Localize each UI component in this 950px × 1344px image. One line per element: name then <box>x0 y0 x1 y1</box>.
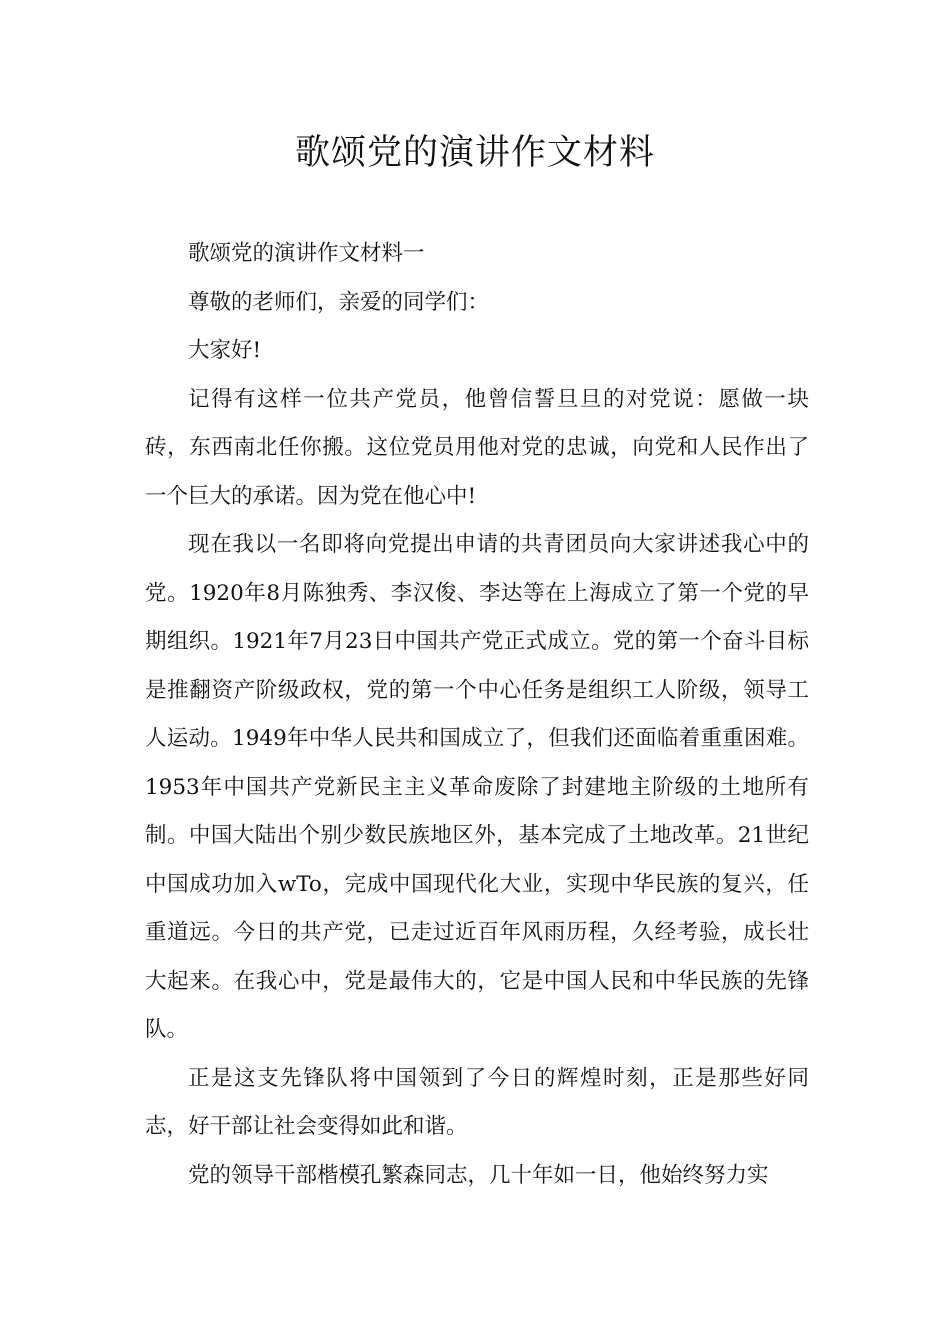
paragraph-body: 记得有这样一位共产党员，他曾信誓旦旦的对党说：愿做一块砖，东西南北任你搬。这位党员用他对党的忠诚，向党和人民作出了一个巨大的承诺。因为党在他心中! <box>145 386 809 509</box>
paragraph-body: 正是这支先锋队将中国领到了今日的辉煌时刻，正是那些好同志，好干部让社会变得如此和谐。 <box>145 1065 809 1139</box>
paragraph-greeting: 大家好! <box>188 338 262 363</box>
paragraph-salutation: 尊敬的老师们，亲爱的同学们： <box>188 289 490 315</box>
paragraph-body: 现在我以一名即将向党提出申请的共青团员向大家讲述我心中的党。1920年8月陈独秀、李汉俊、李达等在上海成立了第一个党的早期组织。1921年7月23日中国共产党正式成立。党的第一个奋斗目标是推翻资产阶级政权，党的第一个中心任务是组织工人阶级，领导工人运动。1949年中华人民共和国成立了，但我们还面临着重重困难。1953年中国共产党新民主主义革命废除了封建地主阶级的土地所有制。中国大陆出个别少数民族地区外，基本完成了土地改革。21世纪中国成功加入wTo，完成中国现代化大业，实现中华民族的复兴，任重道远。今日的共产党，已走过近百年风雨历程，久经考验，成长壮大起来。在我心中，党是最伟大的，它是中国人民和中华民族的先锋队。 <box>145 532 809 1042</box>
paragraph-body: 党的领导干部楷模孔繁森同志，几十年如一日，他始终努力实 <box>188 1162 769 1188</box>
paragraph-subtitle: 歌颂党的演讲作文材料一 <box>188 241 425 266</box>
document-title: 歌颂党的演讲作文材料 <box>294 133 655 173</box>
document-body <box>145 230 809 1200</box>
